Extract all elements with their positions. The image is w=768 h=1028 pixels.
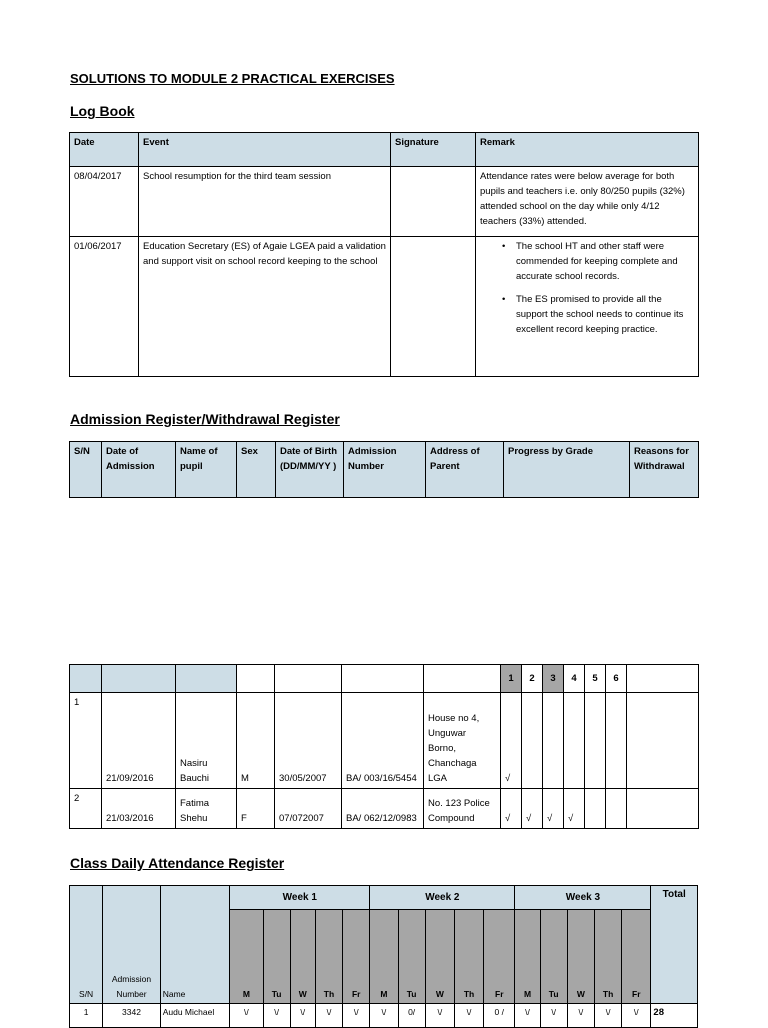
adm-date: 21/03/2016	[102, 789, 176, 829]
day-label: Th	[454, 910, 483, 1004]
day-label: M	[370, 910, 398, 1004]
table-row	[70, 789, 699, 829]
day-label: W	[567, 910, 594, 1004]
admission-body-table	[69, 664, 699, 829]
att-total: 28	[651, 1004, 698, 1028]
adm-address: No. 123 Police Compound	[424, 789, 501, 829]
grade-2: 2	[522, 665, 543, 693]
adm-number: BA/ 003/16/5454	[342, 693, 424, 789]
att-sn: 1	[70, 1004, 103, 1028]
adm-name: Fatima Shehu	[176, 789, 237, 829]
log-remark	[476, 237, 699, 377]
att-mark: 0/	[398, 1004, 425, 1028]
att-mark: \/	[315, 1004, 342, 1028]
log-date: 01/06/2017	[70, 237, 139, 377]
adm-sex: F	[237, 789, 275, 829]
grade-mark: √	[501, 789, 522, 829]
adm-sn: 1	[70, 693, 102, 789]
grade-5: 5	[585, 665, 606, 693]
day-label: Fr	[484, 910, 515, 1004]
remark-bullet: • The ES promised to provide all the support the school needs to continue its excellent record keeping practice.	[480, 292, 694, 337]
adm-name: Nasiru Bauchi	[176, 693, 237, 789]
adm-sex: M	[237, 693, 275, 789]
log-event: Education Secretary (ES) of Agaie LGEA paid a validation and support visit on school record keeping to the school	[139, 237, 391, 377]
adm-header-progress: Progress by Grade	[504, 442, 630, 498]
log-event: School resumption for the third team session	[139, 167, 391, 237]
att-name: Audu Michael	[160, 1004, 230, 1028]
att-mark: \/	[263, 1004, 290, 1028]
att-header-admission: Admission Number	[103, 886, 160, 1004]
grade-1: 1	[501, 665, 522, 693]
att-week-1: Week 1	[230, 886, 370, 910]
adm-header-dob: Date of Birth (DD/MM/YY )	[276, 442, 344, 498]
admission-header-table	[69, 441, 699, 498]
log-header-event: Event	[139, 133, 391, 167]
att-mark: \/	[454, 1004, 483, 1028]
adm-number: BA/ 062/12/0983	[342, 789, 424, 829]
day-label: Tu	[398, 910, 425, 1004]
day-label: W	[425, 910, 454, 1004]
grade-4: 4	[564, 665, 585, 693]
adm-header-name: Name of pupil	[176, 442, 237, 498]
att-mark: \/	[230, 1004, 263, 1028]
page-title: SOLUTIONS TO MODULE 2 PRACTICAL EXERCISES	[70, 71, 395, 86]
grade-mark	[606, 693, 627, 789]
attendance-table	[69, 885, 698, 1028]
grade-mark	[564, 693, 585, 789]
adm-header-sex: Sex	[237, 442, 276, 498]
log-signature	[391, 167, 476, 237]
grade-mark	[585, 789, 606, 829]
log-header-signature: Signature	[391, 133, 476, 167]
log-remark: Attendance rates were below average for both pupils and teachers i.e. only 80/250 pupils (32%) attended school on the day while only 4/12 teachers (33%) attended.	[476, 167, 699, 237]
adm-header-address: Address of Parent	[426, 442, 504, 498]
att-mark: \/	[425, 1004, 454, 1028]
att-mark: \/	[594, 1004, 621, 1028]
log-book-table	[69, 132, 699, 377]
adm-header-date: Date of Admission	[102, 442, 176, 498]
table-row	[70, 693, 699, 789]
table-row	[70, 237, 699, 377]
grade-mark	[522, 693, 543, 789]
grade-mark: √	[522, 789, 543, 829]
day-label: W	[290, 910, 315, 1004]
grade-mark: √	[564, 789, 585, 829]
grade-mark: √	[501, 693, 522, 789]
log-header-remark: Remark	[476, 133, 699, 167]
att-mark: \/	[515, 1004, 540, 1028]
day-label: M	[515, 910, 540, 1004]
att-number: 3342	[103, 1004, 160, 1028]
day-label: Fr	[622, 910, 651, 1004]
table-row	[70, 167, 699, 237]
adm-date: 21/09/2016	[102, 693, 176, 789]
att-mark: 0 /	[484, 1004, 515, 1028]
log-header-date: Date	[70, 133, 139, 167]
att-mark: \/	[622, 1004, 651, 1028]
day-label: Th	[315, 910, 342, 1004]
log-book-heading: Log Book	[70, 103, 135, 119]
day-label: Tu	[540, 910, 567, 1004]
att-mark: \/	[567, 1004, 594, 1028]
att-week-3: Week 3	[515, 886, 651, 910]
adm-dob: 07/072007	[275, 789, 342, 829]
grade-mark	[585, 693, 606, 789]
adm-sn: 2	[70, 789, 102, 829]
day-label: Tu	[263, 910, 290, 1004]
att-mark: \/	[370, 1004, 398, 1028]
grade-6: 6	[606, 665, 627, 693]
grade-mark	[606, 789, 627, 829]
log-signature	[391, 237, 476, 377]
att-mark: \/	[540, 1004, 567, 1028]
att-mark: \/	[343, 1004, 370, 1028]
att-header-sn: S/N	[70, 886, 103, 1004]
remark-bullet: • The school HT and other staff were commended for keeping complete and accurate school records.	[480, 239, 694, 284]
grade-3: 3	[543, 665, 564, 693]
grade-mark: √	[543, 789, 564, 829]
day-label: Th	[594, 910, 621, 1004]
adm-header-sn: S/N	[70, 442, 102, 498]
att-header-total: Total	[651, 886, 698, 1004]
grade-mark	[543, 693, 564, 789]
att-header-name: Name	[160, 886, 230, 1004]
day-label: M	[230, 910, 263, 1004]
att-week-2: Week 2	[370, 886, 515, 910]
attendance-heading: Class Daily Attendance Register	[70, 855, 285, 871]
log-date: 08/04/2017	[70, 167, 139, 237]
adm-dob: 30/05/2007	[275, 693, 342, 789]
adm-address: House no 4, Unguwar Borno, Chanchaga LGA	[424, 693, 501, 789]
adm-header-withdrawal: Reasons for Withdrawal	[630, 442, 699, 498]
admission-heading: Admission Register/Withdrawal Register	[70, 411, 340, 427]
adm-header-number: Admission Number	[344, 442, 426, 498]
att-mark: \/	[290, 1004, 315, 1028]
day-label: Fr	[343, 910, 370, 1004]
